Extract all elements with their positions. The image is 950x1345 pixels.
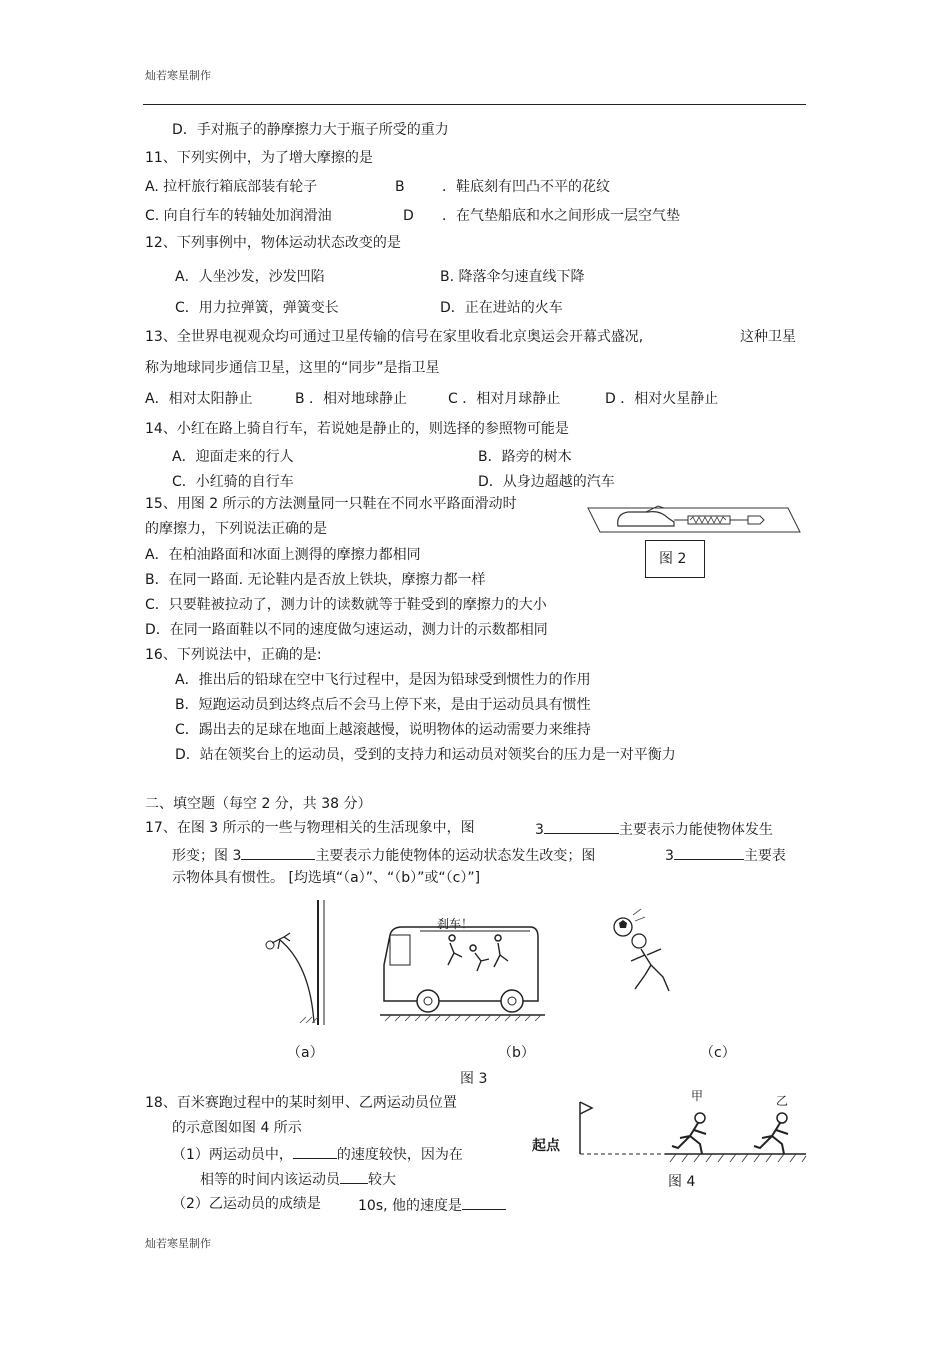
q18-stem-line2: 的示意图如图 4 所示 <box>172 1120 302 1136</box>
q13-stem-line2: 称为地球同步通信卫星，这里的“同步”是指卫星 <box>145 360 440 376</box>
q13-stem-line1: 13、全世界电视观众均可通过卫星传输的信号在家里收看北京奥运会开幕式盛况, <box>145 329 644 345</box>
figure-4-start-label: 起点 <box>532 1138 560 1154</box>
q16-option-a: A．推出后的铅球在空中飞行过程中，是因为铅球受到惯性力的作用 <box>175 672 591 688</box>
q11-option-b: ．鞋底刻有凹凸不平的花纹 <box>442 179 610 195</box>
figure-3a-label: （a） <box>287 1045 324 1061</box>
q15-option-d: D．在同一路面鞋以不同的速度做匀速运动，测力计的示数都相同 <box>145 622 548 638</box>
q17-blank-3[interactable] <box>674 845 744 860</box>
figure-2-shoe-illustration <box>588 500 802 538</box>
q10-option-d: D．手对瓶子的静摩擦力大于瓶子所受的重力 <box>172 122 449 138</box>
figure-4-runner-jia-label: 甲 <box>691 1089 704 1103</box>
q11-stem: 11、下列实例中，为了增大摩擦的是 <box>145 150 373 166</box>
header-watermark: 灿若寒星制作 <box>145 69 211 82</box>
q13-option-d: D ．相对火星静止 <box>605 391 719 407</box>
q16-option-d: D．站在领奖台上的运动员，受到的支持力和运动员对领奖台的压力是一对平衡力 <box>175 747 676 763</box>
q14-option-a: A．迎面走来的行人 <box>172 449 294 465</box>
q15-option-a: A．在柏油路面和冰面上测得的摩擦力都相同 <box>145 547 421 563</box>
q13-option-b: B ．相对地球静止 <box>295 391 408 407</box>
q12-option-b: B. 降落伞匀速直线下降 <box>440 269 585 285</box>
q18-part2-text-b: 10s, 他的速度是 <box>358 1198 463 1214</box>
q18-part2-line1 <box>172 1195 321 1213</box>
q18-part2-line1-b <box>358 1195 506 1215</box>
figure-3c-label: （c） <box>700 1045 736 1061</box>
q17-line2-text-a: 形变；图 3 <box>172 848 242 864</box>
header-rule <box>143 104 806 105</box>
q11-option-c: C. 向自行车的转轴处加润滑油 <box>145 208 332 224</box>
figure-4-runners-illustration <box>530 1090 810 1165</box>
q17-blank-2[interactable] <box>241 845 315 860</box>
q17-figref-1: 3 <box>535 822 544 838</box>
q17-line2-blank3 <box>665 845 786 865</box>
q11-option-d-letter: D <box>403 208 414 224</box>
q12-option-c: C．用力拉弹簧，弹簧变长 <box>175 300 339 316</box>
q17-line2-tail: 主要表 <box>743 848 786 864</box>
figure-2-caption: 图 2 <box>659 551 687 567</box>
q12-option-d: D．正在进站的火车 <box>440 300 563 316</box>
q17-figref-3: 3 <box>665 848 674 864</box>
q13-stem-line1-end: 这种卫星 <box>740 329 796 345</box>
q14-option-c: C．小红骑的自行车 <box>172 474 294 490</box>
q15-stem-line1: 15、用图 2 所示的方法测量同一只鞋在不同水平路面滑动时 <box>145 496 517 512</box>
q18-blank-1[interactable] <box>293 1144 337 1159</box>
q18-part1-text-b: 的速度较快，因为在 <box>336 1147 463 1163</box>
q18-stem-line1: 18、百米赛跑过程中的某时刻甲、乙两运动员位置 <box>145 1095 457 1111</box>
q13-option-a: A．相对太阳静止 <box>145 391 253 407</box>
q13-option-c: C ．相对月球静止 <box>448 391 561 407</box>
q15-stem-line2: 的摩擦力，下列说法正确的是 <box>145 521 327 537</box>
q11-option-b-letter: B <box>395 179 405 195</box>
q14-stem: 14、小红在路上骑自行车，若说她是静止的，则选择的参照物可能是 <box>145 421 569 437</box>
q18-part1-text-a: （1）两运动员中， <box>172 1147 293 1163</box>
q17-line1-text: 17、在图 3 所示的一些与物理相关的生活现象中，图 <box>145 820 475 836</box>
q15-option-b: B．在同一路面. 无论鞋内是否放上铁块，摩擦力都一样 <box>145 572 486 588</box>
q18-part1-text-d: 较大 <box>368 1172 396 1188</box>
q18-blank-2[interactable] <box>340 1169 368 1184</box>
q16-option-c: C．踢出去的足球在地面上越滚越慢，说明物体的运动需要力来维持 <box>175 722 591 738</box>
q11-option-d: ．在气垫船底和水之间形成一层空气垫 <box>442 208 680 224</box>
footer-watermark: 灿若寒星制作 <box>145 1237 211 1250</box>
q17-line2-text-b: 主要表示力能使物体的运动状态发生改变；图 <box>315 848 596 864</box>
q17-blank-1[interactable] <box>544 819 619 834</box>
q16-option-b: B．短跑运动员到达终点后不会马上停下来，是由于运动员具有惯性 <box>175 697 591 713</box>
figure-3a-pole-vault-illustration <box>250 895 360 1030</box>
q11-option-a: A. 拉杆旅行箱底部装有轮子 <box>145 179 318 195</box>
q18-blank-3[interactable] <box>462 1195 506 1210</box>
section-2-heading: 二、填空题（每空 2 分，共 38 分） <box>145 796 372 812</box>
q17-line2 <box>172 845 595 865</box>
q15-option-c: C．只要鞋被拉动了，测力计的读数就等于鞋受到的摩擦力的大小 <box>145 597 547 613</box>
figure-4-runner-yi-label: 乙 <box>776 1094 789 1108</box>
figure-3b-brake-label: 刹车！ <box>437 917 474 931</box>
q17-line1-blank1 <box>535 819 773 839</box>
q14-option-b: B．路旁的树木 <box>478 449 572 465</box>
q12-option-a: A．人坐沙发，沙发凹陷 <box>175 269 325 285</box>
q18-part1-line1 <box>172 1144 463 1164</box>
q18-part1-text-c: 相等的时间内该运动员 <box>200 1172 340 1188</box>
figure-3c-soccer-illustration <box>605 905 690 1000</box>
q12-stem: 12、下列事例中，物体运动状态改变的是 <box>145 235 401 251</box>
q14-option-d: D．从身边超越的汽车 <box>478 474 615 490</box>
q18-part1-line2 <box>200 1169 396 1189</box>
figure-3b-label: （b） <box>498 1045 535 1061</box>
q18-part2-text-a: （2）乙运动员的成绩是 <box>172 1196 321 1212</box>
q17-line1-tail: 主要表示力能使物体发生 <box>618 822 773 838</box>
q17-line1 <box>145 819 475 837</box>
figure-3-caption: 图 3 <box>460 1071 488 1087</box>
figure-4-caption: 图 4 <box>668 1174 696 1190</box>
q16-stem: 16、下列说法中，正确的是: <box>145 647 322 663</box>
q17-line3: 示物体具有惯性。 [均选填“（a）”、“（b）”或“（c）”] <box>172 870 481 886</box>
